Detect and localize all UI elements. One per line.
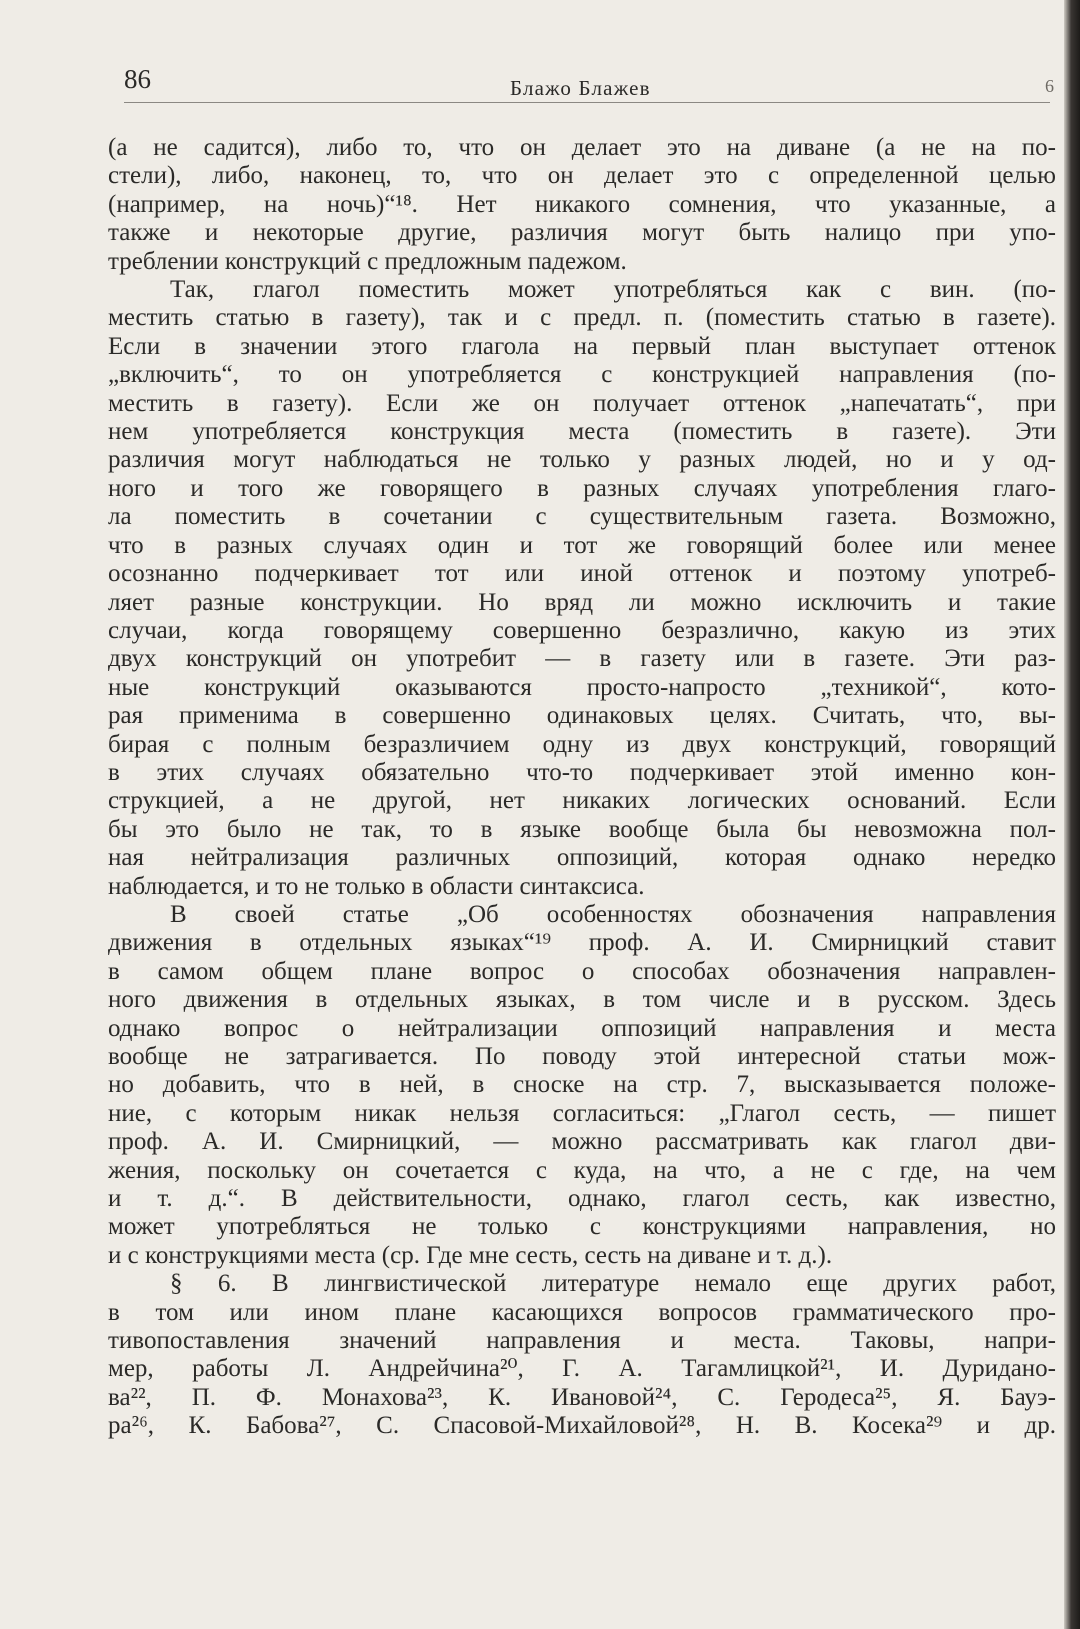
edge-mark: 6: [1045, 76, 1054, 96]
text-line: ного движения в отдельных языках, в том числе и в русском. Здесь: [108, 986, 1056, 1014]
page-header: [124, 62, 1054, 103]
text-line: „включить“, то он употребляется с конструкцией направления (по-: [108, 361, 1056, 389]
text-line: Если в значении этого глагола на первый план выступает оттенок: [108, 332, 1056, 360]
text-line: мер, работы Л. Андрейчина²⁰, Г. А. Тагамлицкой²¹, И. Дуриданo-: [108, 1355, 1056, 1383]
running-head: Блажо Блажев: [510, 76, 651, 100]
text-line: проф. А. И. Смирницкий, — можно рассматривать как глагол дви-: [108, 1128, 1056, 1156]
text-line: тивопоставления значений направления и места. Таковы, напри-: [108, 1327, 1056, 1355]
text-line: Так, глагол поместить может употребляться как с вин. (по-: [170, 276, 1056, 304]
text-line: но добавить, что в ней, в сноске на стр. 7, высказывается положе-: [108, 1071, 1056, 1099]
text-line: бы это было не так, то в языке вообще была бы невозможна пол-: [108, 815, 1056, 843]
text-line: ная нейтрализация различных оппозиций, которая однако нередко: [108, 844, 1056, 872]
text-line: движения в отдельных языках“¹⁹ проф. А. И. Смирницкий ставит: [108, 929, 1056, 957]
text-line: вообще не затрагивается. По поводу этой интересной статьи мож-: [108, 1043, 1056, 1070]
text-line: в том или ином плане касающихся вопросов грамматического про-: [108, 1298, 1056, 1326]
text-line: местить в газету). Если же он получает оттенок „напечатать“, при: [108, 389, 1056, 417]
page-number: 86: [124, 64, 151, 94]
text-line: треблении конструкций с предложным падежом.: [108, 247, 627, 275]
text-line: также и некоторые другие, различия могут быть налицо при упо-: [108, 219, 1056, 247]
text-line: различия могут наблюдаться не только у разных людей, но и у од-: [108, 446, 1056, 474]
text-line: стели), либо, наконец, то, что он делает это с определенной целью: [108, 162, 1056, 190]
text-line: и с конструкциями места (ср. Где мне сесть, сесть на диване и т. д.).: [108, 1241, 833, 1269]
text-line: ляет разные конструкции. Но вряд ли можно исключить и такие: [108, 588, 1056, 616]
text-line: § 6. В лингвистической литературе немало еще других работ,: [170, 1270, 1056, 1298]
text-line: ные конструкций оказываются просто-напросто „техникой“, кото-: [108, 673, 1056, 701]
text-line: осознанно подчеркивает тот или иной оттенок и поэтому употреб-: [108, 560, 1056, 588]
text-line: ние, с которым никак нельзя согласиться: „Глагол сесть, — пишет: [108, 1099, 1056, 1127]
text-line: двух конструкций он употребит — в газету или в газете. Эти раз-: [108, 645, 1056, 673]
text-line: ва²², П. Ф. Монахова²³, К. Ивановой²⁴, С. Геродеса²⁵, Я. Бауэ-: [108, 1383, 1056, 1411]
text-line: ного и того же говорящего в разных случаях употребления глаго-: [108, 474, 1056, 502]
text-line: бирая с полным безразличием одну из двух конструкций, говорящий: [108, 730, 1056, 758]
text-line: ла поместить в сочетании с существительным газета. Возможно,: [108, 503, 1056, 531]
text-line: (например, на ночь)“¹⁸. Нет никакого сомнения, что указанные, а: [108, 190, 1056, 218]
text-line: наблюдается, и то не только в области синтаксиса.: [108, 872, 645, 900]
text-line: и т. д.“. В действительности, однако, глагол сесть, как известно,: [108, 1185, 1056, 1213]
text-line: в этих случаях обязательно что-то подчеркивает этой именно кон-: [108, 758, 1056, 786]
text-line: местить статью в газету), так и с предл. п. (поместить статью в газете).: [108, 304, 1056, 332]
text-line: струкцией, а не другой, нет никаких логических оснований. Если: [108, 787, 1056, 815]
text-line: случаи, когда говорящему совершенно безразлично, какую из этих: [108, 616, 1056, 644]
page-binding-edge: [1064, 0, 1080, 1629]
text-line: может употребляться не только с конструкциями направления, но: [108, 1213, 1056, 1241]
text-line: в самом общем плане вопрос о способах обозначения направлен-: [108, 957, 1056, 985]
text-line: рая применима в совершенно одинаковых целях. Считать, что, вы-: [108, 702, 1056, 730]
text-line: (а не садится), либо то, что он делает это на диване (а не на по-: [108, 134, 1056, 161]
text-line: В своей статье „Об особенностях обозначения направления: [170, 900, 1056, 928]
text-line: что в разных случаях один и тот же говорящий более или менее: [108, 531, 1056, 559]
text-line: жения, поскольку он сочетается с куда, на что, а не с где, на чем: [108, 1156, 1056, 1184]
text-line: нем употребляется конструкция места (поместить в газете). Эти: [108, 418, 1056, 446]
text-line: ра²⁶, К. Бабова²⁷, С. Спасовой-Михайловой²⁸, Н. В. Косека²⁹ и др.: [108, 1412, 1056, 1440]
text-line: однако вопрос о нейтрализации оппозиций направления и места: [108, 1014, 1056, 1042]
body-text: [108, 134, 1056, 1441]
